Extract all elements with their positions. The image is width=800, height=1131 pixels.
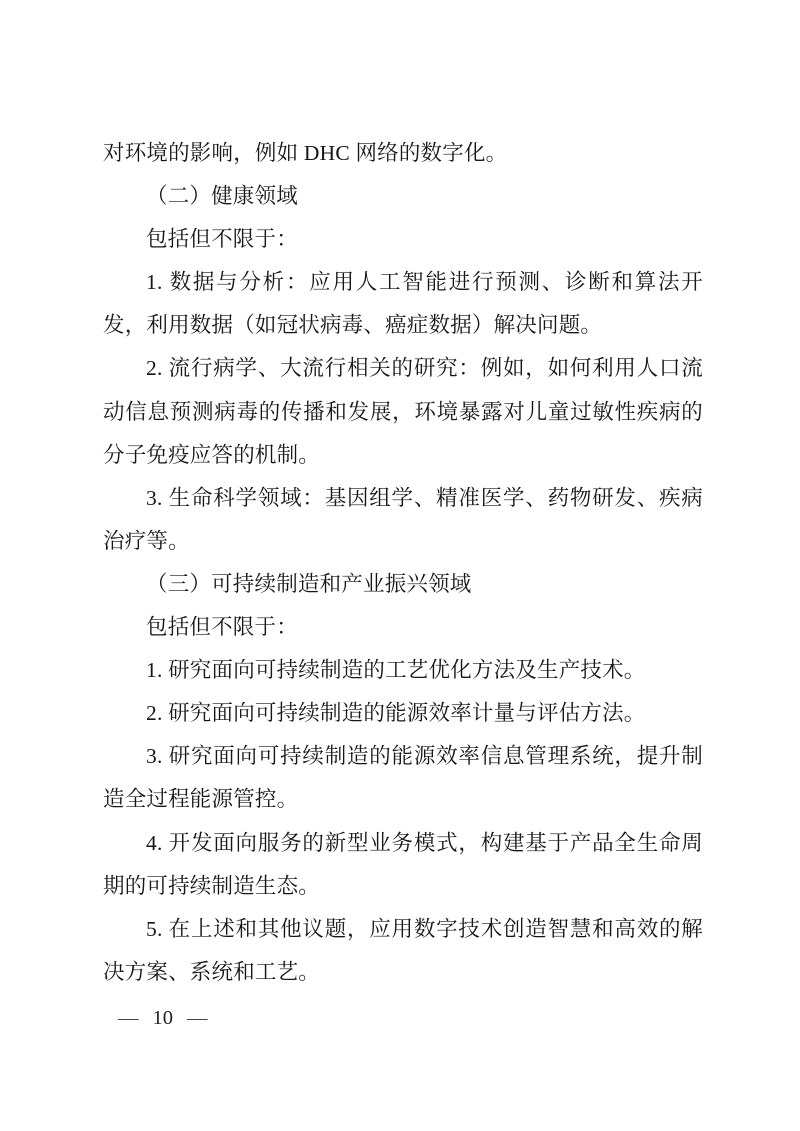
paragraph: （三）可持续制造和产业振兴领域 (146, 571, 472, 596)
page-footer (118, 1003, 208, 1033)
paragraph: 1. 数据与分析：应用人工智能进行预测、诊断和算法开发，利用数据（如冠状病毒、癌症数据）解决问题。 (103, 270, 703, 338)
paragraph: 5. 在上述和其他议题，应用数字技术创造智慧和高效的解决方案、系统和工艺。 (103, 916, 703, 984)
footer-dash-left: — (118, 1007, 139, 1029)
document-body (103, 132, 703, 994)
paragraph: 2. 研究面向可持续制造的能源效率计量与评估方法。 (146, 701, 646, 726)
paragraph: 3. 生命科学领域：基因组学、精准医学、药物研发、疾病治疗等。 (103, 485, 703, 553)
paragraph: 包括但不限于： (146, 615, 298, 640)
paragraph: 1. 研究面向可持续制造的工艺优化方法及生产技术。 (146, 658, 646, 683)
paragraph: （二）健康领域 (146, 184, 298, 209)
paragraph: 2. 流行病学、大流行相关的研究：例如，如何利用人口流动信息预测病毒的传播和发展，环境暴露对儿童过敏性疾病的分子免疫应答的机制。 (103, 356, 703, 467)
page-number: 10 (152, 1007, 173, 1029)
paragraph: 4. 开发面向服务的新型业务模式，构建基于产品全生命周期的可持续制造生态。 (103, 830, 703, 898)
footer-dash-right: — (187, 1007, 208, 1029)
paragraph: 3. 研究面向可持续制造的能源效率信息管理系统，提升制造全过程能源管控。 (103, 744, 703, 812)
paragraph: 对环境的影响，例如 DHC 网络的数字化。 (103, 141, 508, 165)
paragraph: 包括但不限于： (146, 227, 298, 252)
